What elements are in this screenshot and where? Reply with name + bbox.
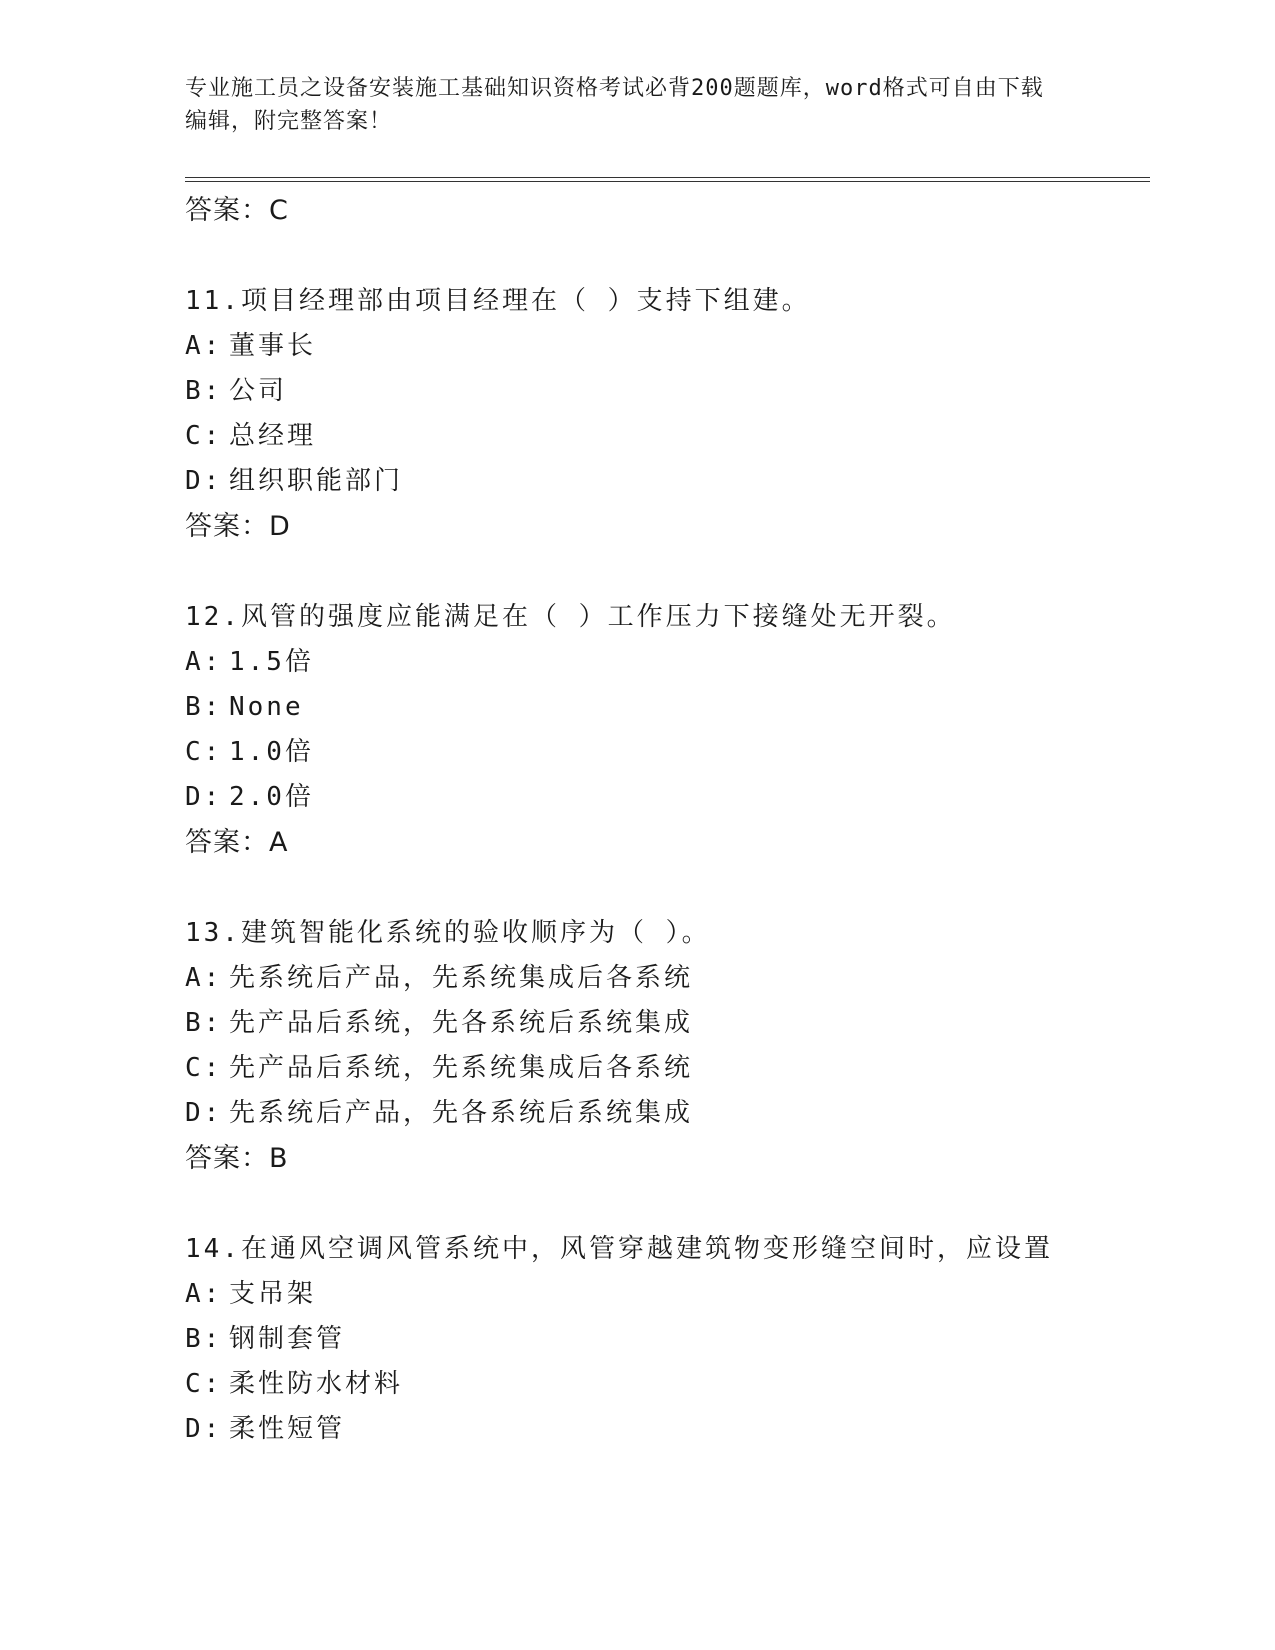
option-text: 先产品后系统，先各系统后系统集成 xyxy=(229,1008,694,1038)
spacer xyxy=(185,865,1150,911)
option-letter: A: xyxy=(185,963,223,993)
question-stem: 风管的强度应能满足在（ ）工作压力下接缝处无开裂。 xyxy=(240,602,956,632)
answer-line xyxy=(185,504,1150,549)
question-block xyxy=(185,279,1150,549)
question-text xyxy=(185,279,1150,324)
answer-value: D xyxy=(269,511,291,542)
option-b xyxy=(185,685,1150,730)
option-text: 董事长 xyxy=(229,331,317,361)
option-d xyxy=(185,1091,1150,1136)
question-number: 12. xyxy=(185,602,241,632)
option-c xyxy=(185,414,1150,459)
answer-line xyxy=(185,820,1150,865)
option-letter: A: xyxy=(185,647,223,677)
option-text: 2.0倍 xyxy=(229,782,314,812)
question-text xyxy=(185,595,1150,640)
option-text: 公司 xyxy=(229,376,288,406)
option-letter: D: xyxy=(185,782,223,812)
option-letter: C: xyxy=(185,1369,223,1399)
question-stem: 在通风空调风管系统中，风管穿越建筑物变形缝空间时，应设置 xyxy=(240,1234,1053,1264)
question-block xyxy=(185,595,1150,865)
option-letter: D: xyxy=(185,1098,223,1128)
question-stem: 建筑智能化系统的验收顺序为（ ）。 xyxy=(240,918,711,948)
question-list xyxy=(185,188,1150,1452)
answer-line xyxy=(185,188,1150,233)
option-text: 先系统后产品，先各系统后系统集成 xyxy=(229,1098,694,1128)
option-b xyxy=(185,1001,1150,1046)
option-a xyxy=(185,324,1150,369)
question-number: 14. xyxy=(185,1234,241,1264)
option-letter: B: xyxy=(185,692,223,722)
option-d xyxy=(185,1407,1150,1452)
option-letter: B: xyxy=(185,376,223,406)
option-letter: A: xyxy=(185,331,223,361)
option-text: 组织职能部门 xyxy=(229,466,404,496)
option-letter: B: xyxy=(185,1324,223,1354)
answer-label: 答案： xyxy=(185,511,269,542)
option-text: 先系统后产品，先系统集成后各系统 xyxy=(229,963,694,993)
option-d xyxy=(185,775,1150,820)
option-text: 总经理 xyxy=(229,421,317,451)
question-number: 11. xyxy=(185,286,241,316)
question-stem: 项目经理部由项目经理在（ ）支持下组建。 xyxy=(240,286,811,316)
option-text: None xyxy=(229,692,304,722)
spacer xyxy=(185,549,1150,595)
header-divider-bottom xyxy=(185,181,1150,182)
spacer xyxy=(185,233,1150,279)
option-text: 1.0倍 xyxy=(229,737,314,767)
option-letter: D: xyxy=(185,466,223,496)
option-text: 先产品后系统，先系统集成后各系统 xyxy=(229,1053,694,1083)
option-letter: D: xyxy=(185,1414,223,1444)
question-block xyxy=(185,911,1150,1181)
option-b xyxy=(185,1317,1150,1362)
option-b xyxy=(185,369,1150,414)
answer-label: 答案： xyxy=(185,195,269,226)
answer-label: 答案： xyxy=(185,827,269,858)
document-header: 专业施工员之设备安装施工基础知识资格考试必背200题题库，word格式可自由下载编辑，附完整答案！ xyxy=(185,76,1044,134)
option-letter: B: xyxy=(185,1008,223,1038)
question-number: 13. xyxy=(185,918,241,948)
answer-line xyxy=(185,1136,1150,1181)
option-d xyxy=(185,459,1150,504)
option-text: 钢制套管 xyxy=(229,1324,346,1354)
option-a xyxy=(185,956,1150,1001)
answer-value: C xyxy=(269,195,289,226)
answer-value: B xyxy=(269,1143,289,1174)
question-text xyxy=(185,1227,1150,1272)
option-c xyxy=(185,730,1150,775)
option-text: 柔性防水材料 xyxy=(229,1369,404,1399)
spacer xyxy=(185,1181,1150,1227)
answer-value: A xyxy=(269,827,289,858)
option-letter: C: xyxy=(185,737,223,767)
option-letter: A: xyxy=(185,1279,223,1309)
question-block xyxy=(185,1227,1150,1452)
option-a xyxy=(185,1272,1150,1317)
option-a xyxy=(185,640,1150,685)
option-c xyxy=(185,1362,1150,1407)
header-divider-top xyxy=(185,177,1150,178)
option-letter: C: xyxy=(185,421,223,451)
option-text: 柔性短管 xyxy=(229,1414,346,1444)
option-text: 1.5倍 xyxy=(229,647,314,677)
option-letter: C: xyxy=(185,1053,223,1083)
question-text xyxy=(185,911,1150,956)
option-c xyxy=(185,1046,1150,1091)
option-text: 支吊架 xyxy=(229,1279,317,1309)
answer-label: 答案： xyxy=(185,1143,269,1174)
